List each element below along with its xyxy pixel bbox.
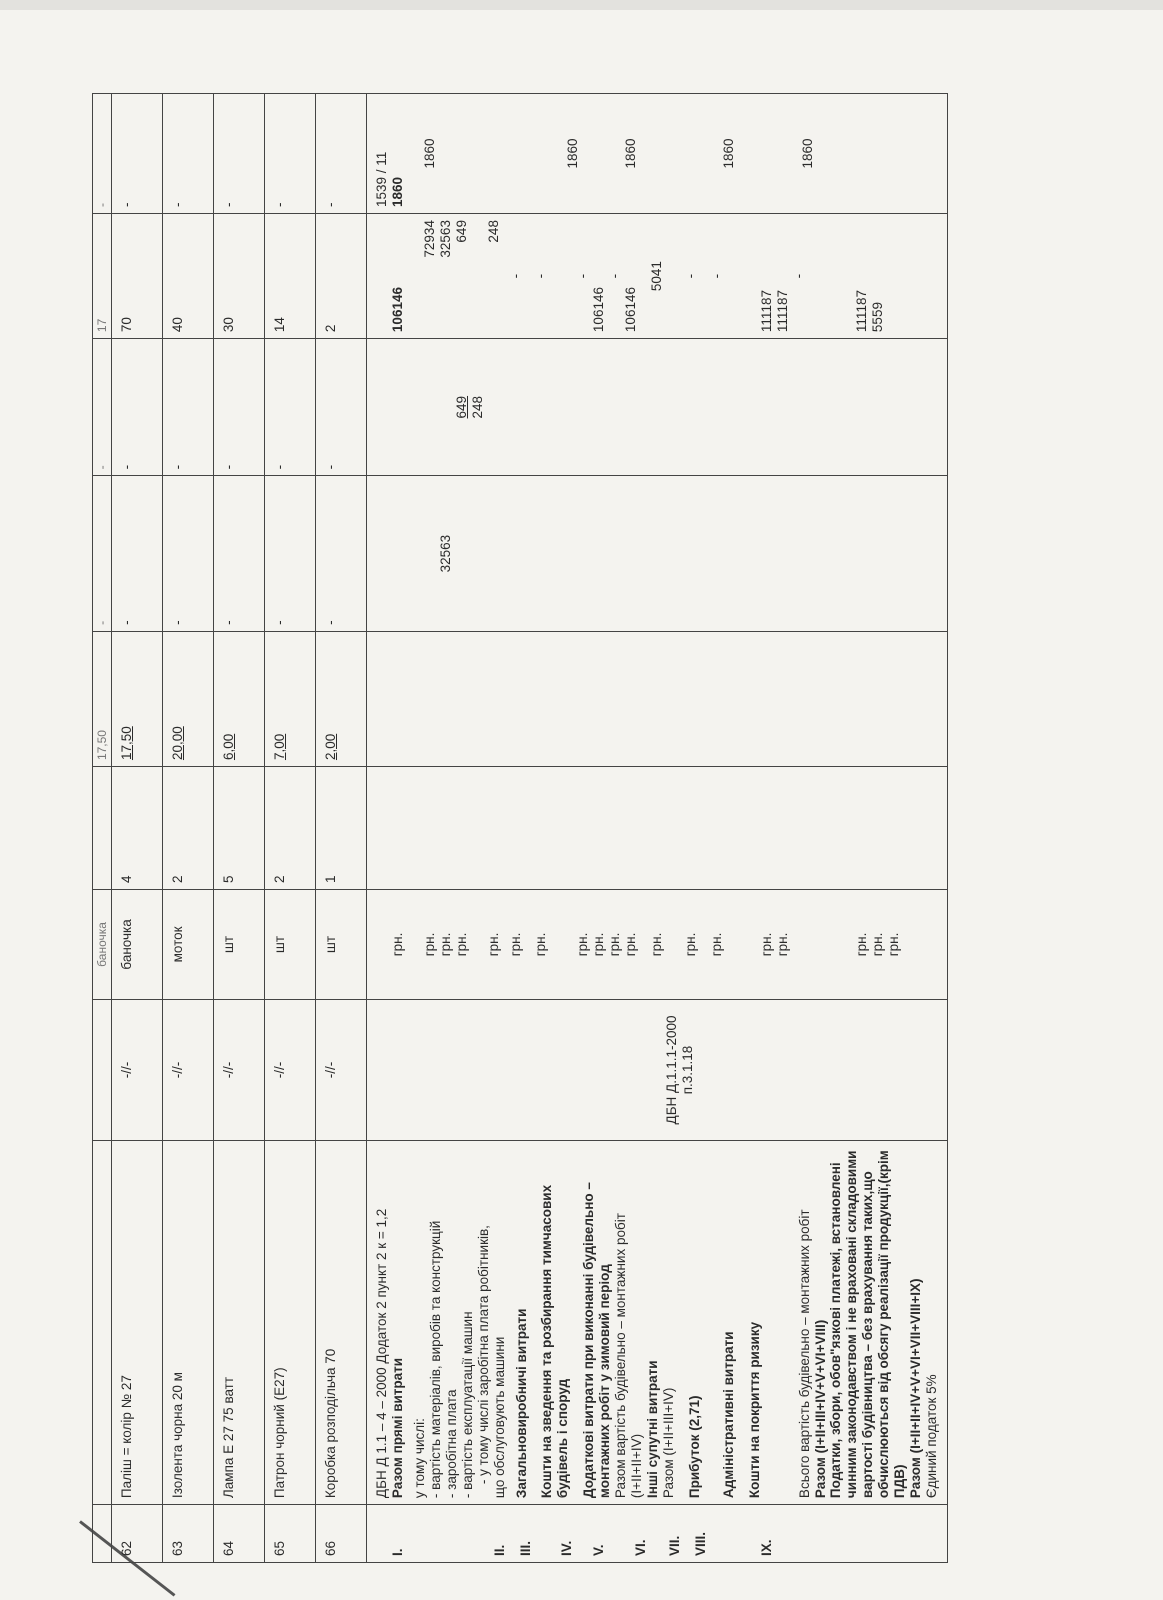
row-price: 2,00 [316, 631, 367, 766]
row-no: 66 [316, 1505, 367, 1563]
table-header-fragment: баночка 17,50 - - 17 - [93, 94, 112, 1563]
estimate-sheet [92, 93, 1132, 1563]
row-total: 40 [163, 214, 214, 339]
table-row: 64 Лампа Е 27 75 ватт -//- шт 5 6,00 - - 30 - [214, 94, 265, 1563]
summary-col-wages: 32563 [367, 476, 948, 632]
row-total: 30 [214, 214, 265, 339]
summary-col-machines: 649 248 [367, 339, 948, 476]
row-qty: 2 [265, 767, 316, 890]
table-row: 65 Патрон чорний (Е27) -//- шт 2 7,00 - - 14 - [265, 94, 316, 1563]
summary-numerals: I. II. III. IV. V. VI. VII. VIII. IX. [367, 1505, 948, 1563]
row-price: 20,00 [163, 631, 214, 766]
row-desc: Лампа Е 27 75 ватт [214, 1141, 265, 1505]
row-qty: 5 [214, 767, 265, 890]
row-unit: шт [316, 890, 367, 1000]
row-unit: шт [214, 890, 265, 1000]
row-ref: -//- [214, 999, 265, 1140]
row-qty: 1 [316, 767, 367, 890]
summary-units: грн. грн. грн. грн. грн. грн. грн. грн. грн. грн. грн. грн. грн. грн. грн. грн. грн. грн. грн. [367, 890, 948, 1000]
row-price: 6,00 [214, 631, 265, 766]
dbn-note: ДБН Д 1.1 – 4 – 2000 Додаток 2 пункт 2 к = 1,2 [374, 1208, 390, 1499]
row-unit: моток [163, 890, 214, 1000]
row-desc: Паліш = колір № 27 [112, 1141, 163, 1505]
summary-col-totals: 106146 72934 32563 649 248 - - - 106146 - 106146 5041 - - 111187 111187 - 111187 5559 [367, 214, 948, 339]
table-row: 66 Коробка розподільча 70 -//- шт 1 2,00 - - 2 - [316, 94, 367, 1563]
row-ref: -//- [112, 999, 163, 1140]
row-desc: Патрон чорний (Е27) [265, 1141, 316, 1505]
row-unit: баночка [112, 890, 163, 1000]
row-ref: -//- [163, 999, 214, 1140]
summary-col-norms: 1539 / 11 1860 1860 1860 1860 1860 1860 [367, 94, 948, 214]
row-desc: Ізолента чорна 20 м [163, 1141, 214, 1505]
table-row: 63 Ізолента чорна 20 м -//- моток 2 20,00 - - 40 - [163, 94, 214, 1563]
row-unit: шт [265, 890, 316, 1000]
dbn-reference: ДБН Д.1.1.1-2000 п.3.1.18 [367, 999, 948, 1140]
estimate-table [92, 93, 948, 1563]
row-price: 7,00 [265, 631, 316, 766]
row-ref: -//- [265, 999, 316, 1140]
row-qty: 4 [112, 767, 163, 890]
row-no: 65 [265, 1505, 316, 1563]
row-total: 2 [316, 214, 367, 339]
row-no: 63 [163, 1505, 214, 1563]
direct-costs-title: Разом прямі витрати [390, 1357, 406, 1499]
row-total: 70 [112, 214, 163, 339]
row-price: 17,50 [112, 631, 163, 766]
row-total: 14 [265, 214, 316, 339]
row-ref: -//- [316, 999, 367, 1140]
summary-descriptions: ДБН Д 1.1 – 4 – 2000 Додаток 2 пункт 2 к = 1,2 Разом прямі витрати у тому числі: - вартість матеріалів, виробів та конструкцій - заробітна плата - вартість експлуатації машин - у тому числі заробітна плата робітників, що обслуговують машини Загальновиробничі витрати Кошти на зведення та розбирання тимчасових будівель і споруд Додаткові витрати при виконанні будівельно – монтажних робіт у зимовий період Разом вартість будівельно – монтажних робіт (I+II+II+IV) Інші супутні витрати Разом (I+II+III+IV) Прибуток (2,71) Адміністративні витрати Кошти на покриття ризику Всього вартість будівельно – монтажних робіт Разом (I+II+III+IV+V+VI+VIII) Податки, збори, обов"язкові платежі, встановлені чинним законодавством і не враховані складовими вартості будівництва – без врахування таких,що обчислюються від обсягу реалізації продукції,(крім ПДВ) Разом (I+II+II+IV+V+VI+VII+VIII+IX) Єдиний податок 5% [367, 1141, 948, 1505]
row-desc: Коробка розподільча 70 [316, 1141, 367, 1505]
table-row: 62 Паліш = колір № 27 -//- баночка 4 17,50 - - 70 - [112, 94, 163, 1563]
header-price: 17,50 [93, 631, 112, 766]
row-no: 62 [112, 1505, 163, 1563]
header-unit: баночка [93, 890, 112, 1000]
scan-edge [0, 0, 1163, 10]
summary-row [367, 94, 948, 1563]
row-no: 64 [214, 1505, 265, 1563]
row-qty: 2 [163, 767, 214, 890]
